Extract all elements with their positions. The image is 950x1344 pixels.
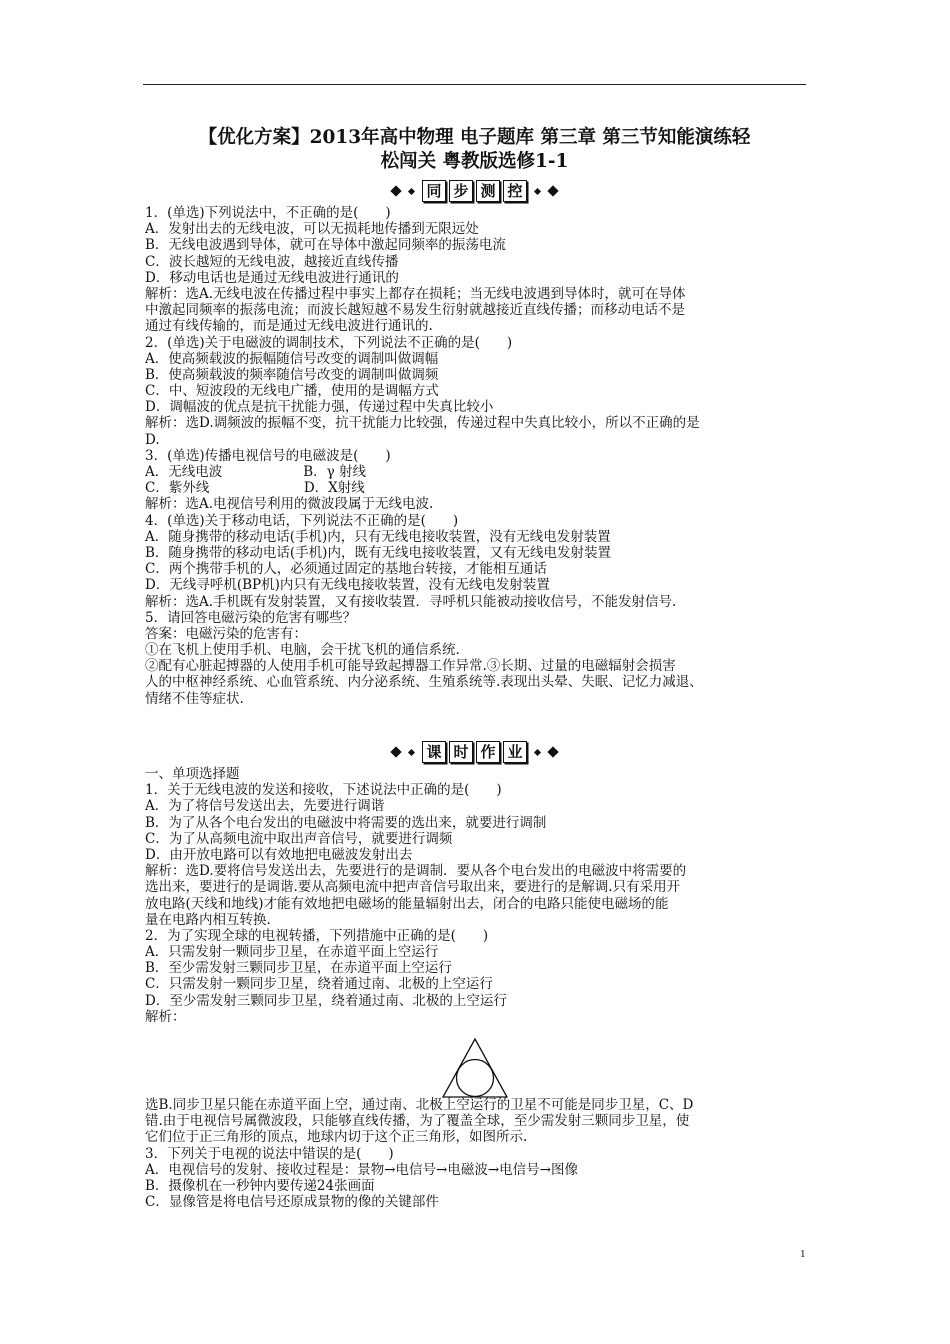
text-line: C．波长越短的无线电波，越接近直线传播 xyxy=(145,253,399,270)
banner-char: 业 xyxy=(503,741,527,763)
text-line: ①在飞机上使用手机、电脑，会干扰飞机的通信系统. xyxy=(145,642,460,659)
practice-questions xyxy=(145,205,808,707)
text-line: 量在电路内相互转换. xyxy=(145,911,271,928)
text-line: D. xyxy=(145,431,160,448)
banner-char: 同 xyxy=(422,180,446,202)
text-line: D．至少需发射三颗同步卫星，绕着通过南、北极的上空运行 xyxy=(145,992,507,1009)
text-line: 选出来，要进行的是调谐.要从高频电流中把声音信号取出来，要进行的是解调.只有采用开 xyxy=(145,879,681,896)
text-line: 解析：选D.调频波的振幅不变，抗干扰能力比较强，传递过程中失真比较小，所以不正确的是 xyxy=(145,415,700,432)
text-line: ②配有心脏起搏器的人使用手机可能导致起搏器工作异常.③长期、过量的电磁辐射会损害 xyxy=(145,658,676,675)
text-line: A．只需发射一颗同步卫星，在赤道平面上空运行 xyxy=(145,944,439,961)
text-line: 解析：选D.要将信号发送出去，先要进行的是调制．要从各个电台发出的电磁波中将需要的 xyxy=(145,863,687,880)
header-rule xyxy=(143,84,806,85)
text-line: 3．下列关于电视的说法中错误的是( ) xyxy=(145,1145,394,1162)
text-line: 5．请回答电磁污染的危害有哪些？ xyxy=(145,609,357,626)
text-line: A．为了将信号发送出去，先要进行调谐 xyxy=(145,798,385,815)
text-line: A．发射出去的无线电波，可以无损耗地传播到无限远处 xyxy=(145,221,479,238)
banner-char: 时 xyxy=(449,741,473,763)
homework-questions-continued xyxy=(145,1097,808,1210)
text-line: B．摄像机在一秒钟内要传递24张画面 xyxy=(145,1177,375,1194)
text-line: 放电路(天线和地线)才能有效地把电磁场的能量辐射出去，闭合的电路只能使电磁场的能 xyxy=(145,895,669,912)
text-line: 一、单项选择题 xyxy=(145,766,240,782)
text-line: A．电视信号的发射、接收过程是：景物→电信号→电磁波→电信号→图像 xyxy=(145,1161,578,1178)
page-number: 1 xyxy=(800,1248,806,1260)
text-line: D．调幅波的优点是抗干扰能力强，传递过程中失真比较小 xyxy=(145,399,494,416)
text-line: C．显像管是将电信号还原成景物的像的关键部件 xyxy=(145,1194,439,1211)
text-line: B．随身携带的移动电话(手机)内，既有无线电接收装置，又有无线电发射装置 xyxy=(145,544,611,561)
earth-circle xyxy=(457,1060,494,1097)
triangle-shape xyxy=(443,1039,507,1097)
banner-char: 作 xyxy=(476,741,500,763)
text-line: 2．(单选)关于电磁波的调制技术，下列说法不正确的是( ) xyxy=(145,334,513,351)
text-line: B．使高频载波的频率随信号改变的调制叫做调频 xyxy=(145,366,439,383)
text-line: 它们位于正三角形的顶点，地球内切于这个正三角形，如图所示. xyxy=(145,1129,528,1146)
text-line: 人的中枢神经系统、心血管系统、内分泌系统、生殖系统等.表现出头晕、失眠、记忆力减退、 xyxy=(145,674,703,691)
text-line: 解析：选A.无线电波在传播过程中事实上都存在损耗；当无线电波遇到导体时，就可在导体 xyxy=(145,285,686,302)
text-line: D．由开放电路可以有效地把电磁波发射出去 xyxy=(145,846,413,863)
satellite-triangle-figure xyxy=(441,1037,509,1099)
diamond-icon xyxy=(408,187,415,194)
section-banner-practice xyxy=(143,179,806,203)
text-line: 1．关于无线电波的发送和接收，下述说法中正确的是( ) xyxy=(145,782,502,799)
text-line: A．随身携带的移动电话(手机)内，只有无线电接收装置，没有无线电发射装置 xyxy=(145,528,611,545)
diamond-icon xyxy=(408,748,415,755)
text-line: 通过有线传输的，而是通过无线电波进行通讯的. xyxy=(145,318,433,335)
banner-char: 测 xyxy=(476,180,500,202)
text-line: D．无线寻呼机(BP机)内只有无线电接收装置，没有无线电发射装置 xyxy=(145,577,550,594)
text-line: 1．(单选)下列说法中，不正确的是( ) xyxy=(145,205,391,221)
text-line: C．紫外线 D．X射线 xyxy=(145,480,365,497)
text-line: 解析： xyxy=(145,1008,186,1025)
text-line: C．中、短波段的无线电广播，使用的是调幅方式 xyxy=(145,383,439,400)
text-line: 4．(单选)关于移动电话，下列说法不正确的是( ) xyxy=(145,512,459,529)
text-line: 选B.同步卫星只能在赤道平面上空，通过南、北极上空运行的卫星不可能是同步卫星，C、D xyxy=(145,1097,694,1113)
diamond-icon xyxy=(390,746,401,757)
text-line: C．两个携带手机的人，必须通过固定的基地台转接，才能相互通话 xyxy=(145,561,547,578)
text-line: C．只需发射一颗同步卫星，绕着通过南、北极的上空运行 xyxy=(145,976,493,993)
diamond-icon xyxy=(547,185,558,196)
text-line: 2．为了实现全球的电视转播，下列措施中正确的是( ) xyxy=(145,927,489,944)
homework-questions xyxy=(145,766,808,1025)
text-line: C．为了从高频电流中取出声音信号，就要进行调频 xyxy=(145,830,453,847)
banner-char: 步 xyxy=(449,180,473,202)
diamond-icon xyxy=(534,748,541,755)
page-title xyxy=(143,126,806,174)
title-line: 【优化方案】2013年高中物理 电子题库 第三章 第三节知能演练轻 xyxy=(198,127,751,148)
text-line: A．使高频载波的振幅随信号改变的调制叫做调幅 xyxy=(145,350,439,367)
diamond-icon xyxy=(547,746,558,757)
text-line: A．无线电波 B．γ 射线 xyxy=(145,464,367,480)
diamond-icon xyxy=(390,185,401,196)
text-line: D．移动电话也是通过无线电波进行通讯的 xyxy=(145,269,399,286)
banner-char: 课 xyxy=(422,741,446,763)
text-line: 解析：选A.手机既有发射装置，又有接收装置．寻呼机只能被动接收信号，不能发射信号. xyxy=(145,593,677,610)
text-line: 情绪不佳等症状. xyxy=(145,690,244,707)
section-banner-homework xyxy=(143,740,806,764)
text-line: 解析：选A.电视信号利用的微波段属于无线电波. xyxy=(145,496,434,513)
text-line: 3．(单选)传播电视信号的电磁波是( ) xyxy=(145,447,391,464)
text-line: B．为了从各个电台发出的电磁波中将需要的选出来，就要进行调制 xyxy=(145,814,547,831)
text-line: 中激起同频率的振荡电流；而波长越短越不易发生衍射就越接近直线传播；而移动电话不是 xyxy=(145,302,685,319)
text-line: 答案：电磁污染的危害有： xyxy=(145,625,307,642)
text-line: B．至少需发射三颗同步卫星，在赤道平面上空运行 xyxy=(145,960,452,977)
text-line: B．无线电波遇到导体，就可在导体中激起同频率的振荡电流 xyxy=(145,237,506,254)
diamond-icon xyxy=(534,187,541,194)
title-line: 松闯关 粤教版选修1-1 xyxy=(380,151,569,172)
text-line: 错.由于电视信号属微波段，只能够直线传播，为了覆盖全球，至少需发射三颗同步卫星，使 xyxy=(145,1113,690,1130)
banner-char: 控 xyxy=(503,180,527,202)
